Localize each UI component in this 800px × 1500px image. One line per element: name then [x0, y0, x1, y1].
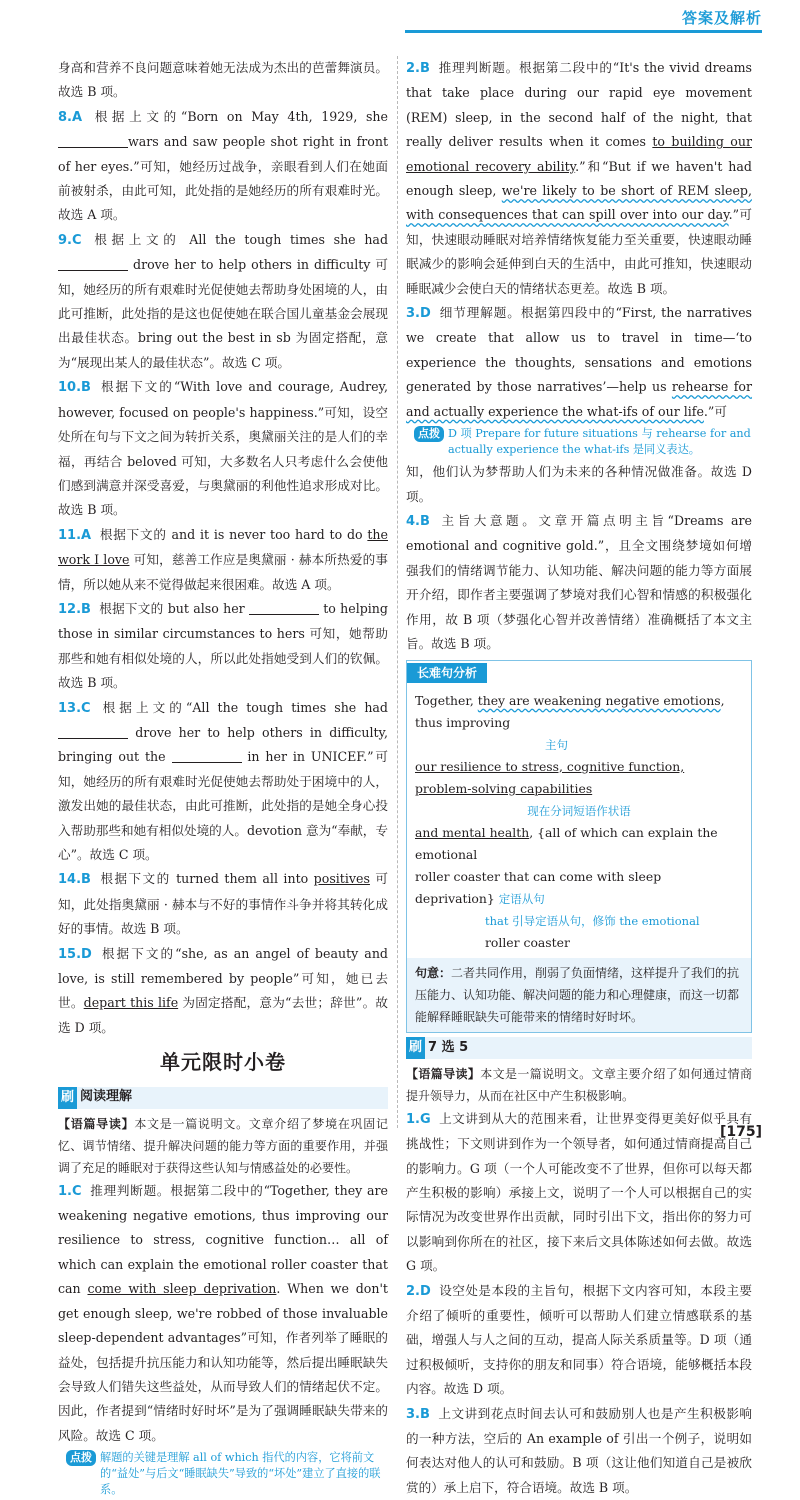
tip-badge: 点拨: [414, 426, 444, 442]
answer-12: 12.B 根据下文的 but also her to helping those in similar circumstances to hers 可知，她帮助那些和她有相似处境的人，所以此处指她受到人们的钦佩。故选 B 项。: [58, 600, 388, 691]
answer-letter: B: [419, 1406, 430, 1422]
answer-letter: D: [419, 1283, 431, 1299]
header-bar: [405, 30, 762, 33]
answer-letter: A: [81, 527, 92, 543]
right-column: [406, 56, 752, 1500]
page-number: [175]: [719, 1123, 762, 1140]
blank: [58, 134, 128, 148]
seven-five-answer-2: 2.D 设空处是本段的主旨句，根据下文内容可知，本段主要介绍了倾听的重要性，倾听可以帮助人们建立情感联系的基础，增强人与人之间的互动，提高人际关系质量等。D 项（通过积极倾听，支持你的朋友和同事）符合语境，能够概括本段内容。故选 D 项。: [406, 1282, 752, 1397]
answer-letter: B: [81, 872, 91, 888]
answer-15: 15.D 根据下文的“she, as an angel of beauty and love, is still remembered by people”可知，她已去世。depart this life 为固定搭配，意为“去世；辞世”。故选 D 项。: [58, 945, 388, 1035]
blank: [172, 749, 242, 763]
seven-five-answer-3: 3.B 上文讲到花点时间去认可和鼓励别人也是产生积极影响的一种方法，空后的 An example of 引出一个例子，说明如何表达对他人的认可和鼓励。B 项（这让他们知道自己是被欣赏的）承上启下，符合语境。故选 B 项。: [406, 1405, 752, 1495]
answer-letter: D: [81, 946, 92, 962]
sentence-analysis-body: Together, they are weakening negative emotions, thus improving 主句 our resilience to stress, cognitive function, problem-solving capabilities 现在分词短语作状语 and mental health, {all of which can explain the emotional roller coaster that can come with sleep deprivation} 定语从句 that 引导定语从句，修饰 the emotional roller coaster: [415, 692, 725, 950]
answer-10: 10.B 根据下文的“With love and courage, Audrey, however, focused on people's happiness.”可知，设空处所在句与下文之间为转折关系，奥黛丽关注的是人们的幸福，再结合 beloved 可知，大多数名人只考虑什么会使他们感到满意并深受喜爱，与奥黛丽的利他性追求形成对比。故选 B 项。: [58, 379, 388, 518]
answer-8: 8.A 根据上文的“Born on May 4th, 1929, shewars and saw people shot right in front of her eyes.”可知，她经历过战争，亲眼看到人们在她面前被射杀，由此可知，此处指的是她经历的所有艰难时光。故选 A 项。: [58, 108, 388, 223]
answer-13: 13.C 根据上文的“All the tough times she had drove her to help others in difficulty, bringing out the in her in UNICEF.”可知，她经历的所有艰难时光促使她去帮助处于困境中的人，激发出她的最佳状态，由此可推断，此处指的是她全身心投入帮助那些和她有相似处境的人。devotion 意为“奉献，专心”。故选 C 项。: [58, 699, 388, 862]
tip-badge: 点拨: [66, 1450, 96, 1466]
seven-five-answer-1: 1.G 上文讲到从大的范围来看，让世界变得更美好似乎具有挑战性；下文则讲到作为一个领导者，如何通过情商提高自己的影响力。G 项（一个人可能改变不了世界，但你可以每天都产生积极的影响）承接上文，说明了一个人可以根据自己的实际情况为改变世界作出贡献，同时引出下文，指出你的努力可以影响到你所在的社区，接下来后文具体陈述如何去做。故选 G 项。: [406, 1110, 752, 1274]
header-title: 答案及解析: [681, 9, 762, 27]
answer-letter: C: [71, 232, 82, 248]
answer-11: 11.A 根据下文的 and it is never too hard to do the work I love 可知，慈善工作应是奥黛丽 · 赫本所热爱的事情，所以她从来不觉得做起来很困难。故选 A 项。: [58, 526, 388, 592]
answer-letter: B: [419, 61, 430, 76]
reading-answer-1: 1.C 推理判断题。根据第二段中的“Together, they are weakening negative emotions, thus improving our resilience to stress, cognitive function… all of which can explain the emotional roller coaster that can come with sleep deprivation. When we don't get enough sleep, we're robbed of those invaluable sleep-dependent advantages”可知，作者列举了睡眠的益处，包括提升抗压能力和认知功能等，然后提出睡眠缺失会导致人们错失这些益处，从而导致人们的情绪起伏不定。因此，作者提到“情绪时好时坏”是为了强调睡眠缺失带来的风险。故选 C 项。: [58, 1182, 388, 1443]
reading-answer-3: 3.D 细节理解题。根据第四段中的“First, the narratives we create that allow us to travel in time—‘to experience the thoughts, sensations and emotions generated by those narratives’—help us rehearse for and actually experience the what-ifs of our life.”可: [406, 305, 753, 419]
answer-7-continued: 身高和营养不良问题意味着她无法成为杰出的芭蕾舞演员。故选 B 项。: [58, 60, 388, 100]
passage-guide: 【语篇导读】本文是一篇说明文。文章主要介绍了如何通过情商提升领导力，从而在社区中产生积极影响。: [406, 1066, 752, 1103]
tip-note: 点拨 D 项 Prepare for future situations 与 rehearse for and actually experience the what-ifs 是同义表达。: [414, 426, 752, 458]
answer-letter: G: [419, 1111, 431, 1127]
sentence-analysis-box: [406, 660, 752, 1032]
section-tag-7-choose-5: 刷 7 选 5: [406, 1037, 752, 1059]
answer-letter: D: [419, 306, 431, 322]
blank: [249, 601, 319, 615]
blank: [58, 725, 128, 739]
answer-14: 14.B 根据下文的 turned them all into positives 可知，此处指奥黛丽 · 赫本与不好的事情作斗争并将其转化成好的事情。故选 B 项。: [58, 871, 388, 937]
sentence-translation: 句意：二者共同作用，削弱了负面情绪，这样提升了我们的抗压能力、认知功能、解决问题的能力和心理健康，而这一切都能解释睡眠缺失可能带来的情绪时好时坏。: [407, 958, 751, 1032]
answer-letter: C: [71, 1183, 82, 1199]
section-title: 单元限时小卷: [160, 1050, 286, 1075]
left-column: [58, 56, 388, 1500]
sentence-analysis-title: 长难句分析: [407, 663, 487, 683]
reading-answer-2: 2.B 推理判断题。根据第二段中的“It's the vivid dreams that take place during our rapid eye movement (REM) sleep, in the second half of the night, that really deliver results when it comes to building our emotional recovery ability.”和“But if we haven't had enough sleep, we're likely to be short of REM sleep, with consequences that can spill over into our day.”可知，快速眼动睡眠对培养情绪恢复能力至关重要，快速眼动睡眠减少的影响会延伸到白天的生活中，由此可推知，快速眼动睡眠减少会使白天的情绪状态更差。故选 B 项。: [406, 60, 752, 296]
reading-answer-4: 4.B 主旨大意题。文章开篇点明主旨“Dreams are emotional and cognitive gold.”，且全文围绕梦境如何增强我们的情绪调节能力、认知功能、解决问题的能力等方面展开介绍，即作者主要强调了梦境对我们心智和情感的积极强化作用，故 B 项（梦强化心智并改善情绪）准确概括了本文主旨。故选 B 项。: [406, 512, 752, 651]
answer-9: 9.C 根据上文的 All the tough times she had drove her to help others in difficulty 可知，她经历的所有艰难时光促使她去帮助身处困境的人，由此可推断，此处指的是这也促使她在联合国儿童基金会展现出最佳状态。bring out the best in sb 为固定搭配，意为“展现出某人的最佳状态”。故选 C 项。: [58, 231, 388, 370]
blank: [58, 257, 128, 271]
tip-note: 点拨 解题的关键是理解 all of which 指代的内容，它将前文的“益处”与后文“睡眠缺失”导致的“坏处”建立了直接的联系。: [66, 1450, 388, 1498]
column-divider: [397, 56, 398, 1128]
answer-letter: C: [81, 700, 91, 716]
answer-letter: A: [71, 109, 83, 125]
answer-letter: B: [81, 380, 91, 396]
passage-guide: 【语篇导读】本文是一篇说明文。文章介绍了梦境在巩固记忆、调节情绪、提升解决问题的能力等方面的重要作用，并强调了充足的睡眠对于获得这些认知与情感益处的必要性。: [58, 1116, 388, 1175]
section-tag-reading: 刷 阅读理解: [58, 1087, 388, 1109]
reading-answer-3-continued: 知，他们认为梦帮助人们为未来的各种情况做准备。故选 D 项。: [406, 464, 752, 504]
answer-letter: B: [419, 513, 430, 529]
answer-letter: B: [81, 601, 91, 617]
